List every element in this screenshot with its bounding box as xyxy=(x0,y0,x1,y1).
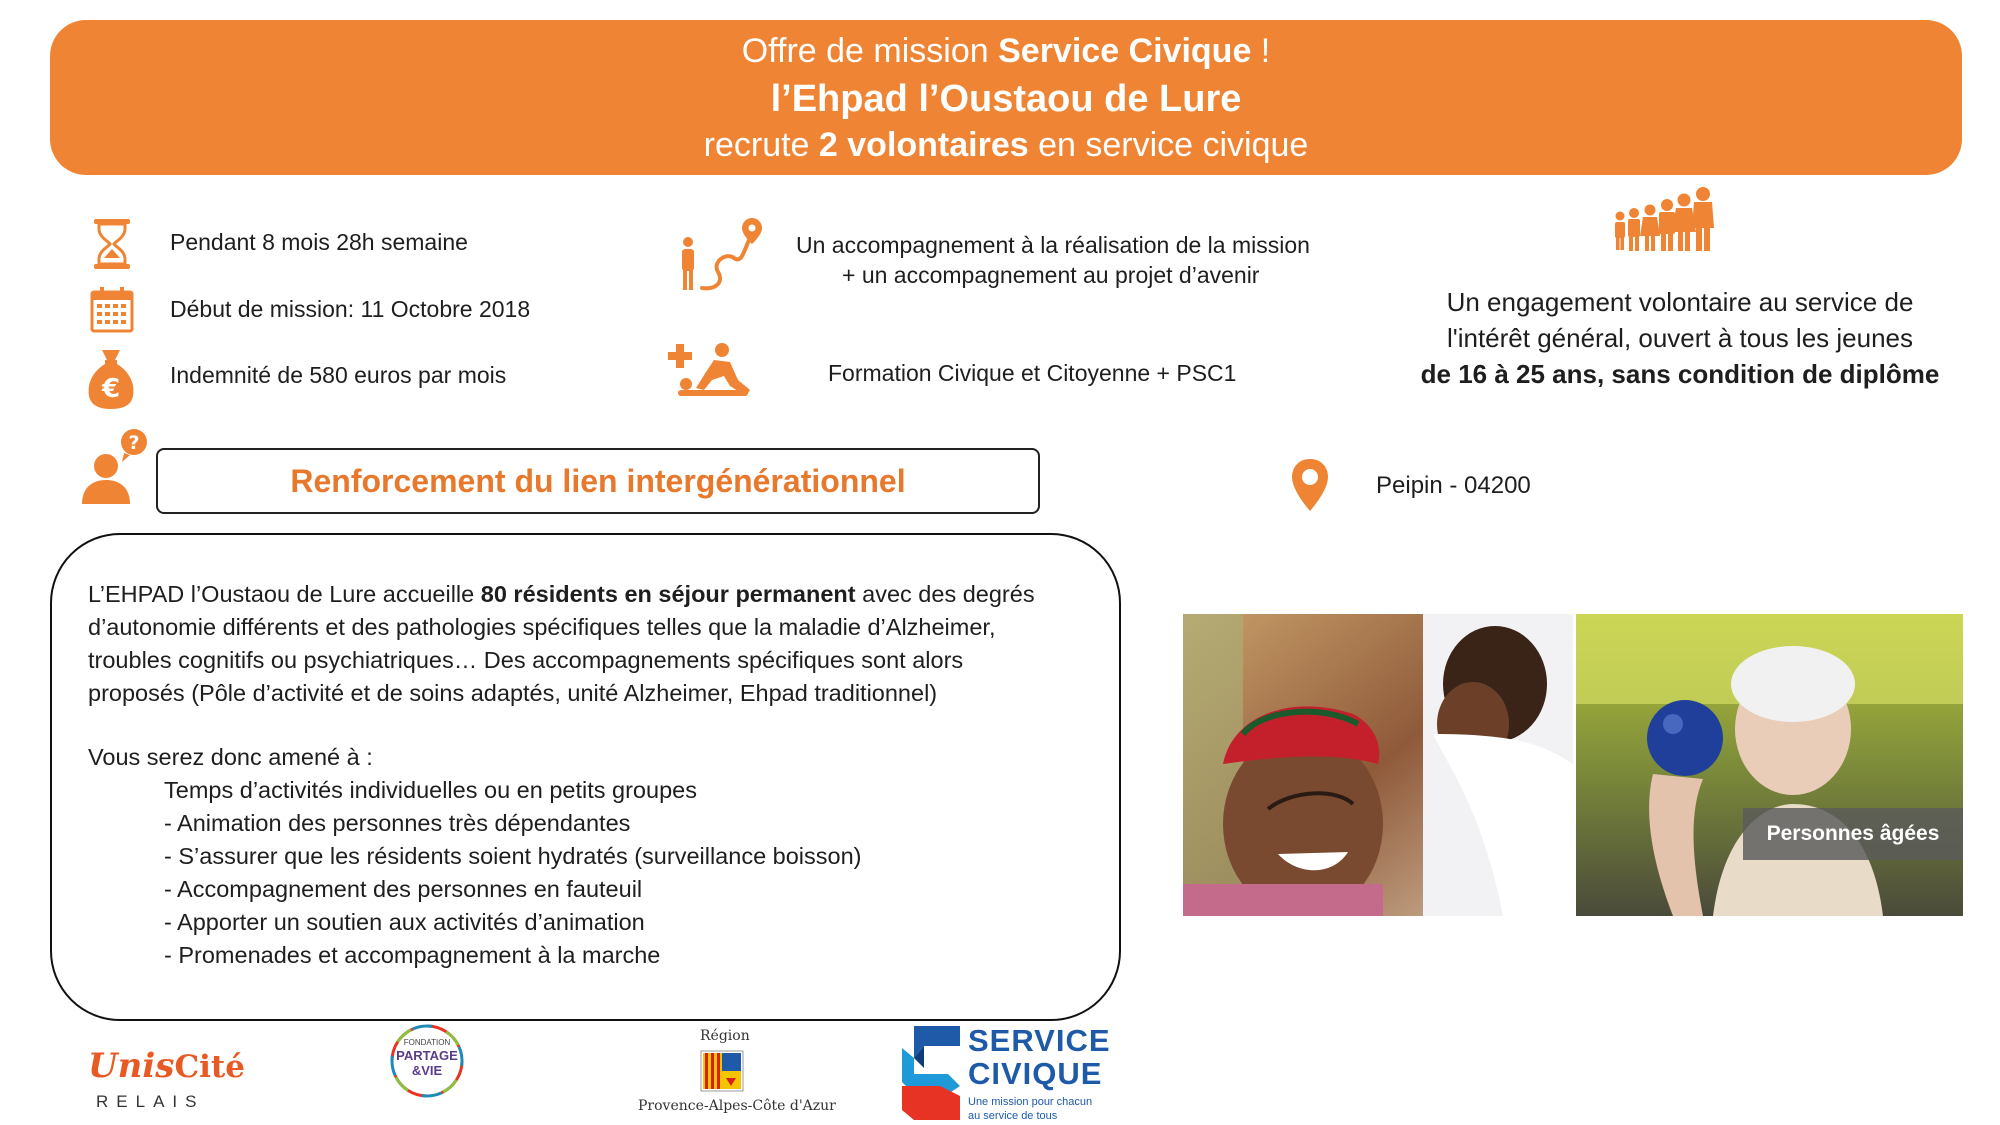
header-line3-bold: 2 volontaires xyxy=(818,126,1029,164)
path-to-goal-icon xyxy=(672,216,764,294)
uniscite-relais: RELAIS xyxy=(96,1092,205,1111)
fondation-main-2: &VIE xyxy=(411,1063,443,1078)
engagement-line-2: l'intérêt général, ouvert à tous les jeunes xyxy=(1446,323,1914,353)
svg-text:?: ? xyxy=(128,432,140,454)
first-aid-icon xyxy=(668,340,752,398)
mission-title: Renforcement du lien intergénérationnel xyxy=(156,448,1040,514)
training-text: Formation Civique et Citoyenne + PSC1 xyxy=(828,360,1237,386)
task-item: - Apporter un soutien aux activités d’animation xyxy=(164,909,645,935)
fondation-logo xyxy=(388,1022,466,1100)
desc-line-1 xyxy=(88,578,1098,611)
money-bag-icon xyxy=(86,348,136,410)
desc-intro-1: L’EHPAD l’Oustaou de Lure accueille xyxy=(88,581,481,607)
location-pin-icon xyxy=(1290,457,1330,513)
task-item: - Animation des personnes très dépendantes xyxy=(164,810,631,836)
region-bottom: Provence-Alpes-Côte d'Azur xyxy=(638,1098,836,1114)
support-line-1: Un accompagnement à la réalisation de la mission xyxy=(796,232,1310,258)
service-civique-line-1: SERVICE xyxy=(968,1023,1111,1058)
header-banner xyxy=(50,20,1962,175)
desc-intro-bold: 80 résidents en séjour permanent xyxy=(480,581,856,607)
calendar-icon xyxy=(90,287,134,333)
task-item: Temps d’activités individuelles ou en petits groupes xyxy=(164,777,697,803)
svg-text:€: € xyxy=(101,374,121,404)
region-crest-icon xyxy=(700,1050,744,1092)
start-date-text: Début de mission: 11 Octobre 2018 xyxy=(170,296,531,322)
support-line-2: + un accompagnement au projet d’avenir xyxy=(842,262,1260,288)
desc-line-4: proposés (Pôle d’activité et de soins adaptés, unité Alzheimer, Ehpad traditionnel) xyxy=(88,680,938,706)
service-civique-line-2: CIVIQUE xyxy=(968,1056,1103,1091)
header-line-3 xyxy=(50,126,1962,165)
elderly-care-photo xyxy=(1183,614,1963,916)
header-line1-bold: Service Civique xyxy=(998,32,1252,70)
engagement-line-1: Un engagement volontaire au service de xyxy=(1446,287,1914,317)
task-item: - Accompagnement des personnes en fauteuil xyxy=(164,876,643,902)
people-group-icon xyxy=(1612,186,1714,252)
region-top: Région xyxy=(700,1028,750,1044)
desc-intro-2: avec des degrés xyxy=(855,581,1035,607)
desc-line-3: troubles cognitifs ou psychiatriques… Des accompagnements spécifiques sont alors xyxy=(88,647,964,673)
service-civique-tagline-1: Une mission pour chacun xyxy=(968,1096,1093,1108)
service-civique-logo-icon xyxy=(900,1024,962,1122)
task-item: - Promenades et accompagnement à la marche xyxy=(164,942,661,968)
location-text: Peipin - 04200 xyxy=(1376,472,1531,499)
hourglass-icon xyxy=(92,218,132,270)
uniscite-logo xyxy=(88,1046,245,1086)
header-line1-prefix: Offre de mission xyxy=(741,32,999,70)
tasks-lead: Vous serez donc amené à : xyxy=(88,744,373,770)
desc-line-2: d’autonomie différents et des pathologies spécifiques telles que la maladie d’Alzheimer, xyxy=(88,614,996,640)
fondation-small: FONDATION xyxy=(403,1038,451,1047)
engagement-line-3: de 16 à 25 ans, sans condition de diplôme xyxy=(1420,359,1940,389)
header-line3-suffix: en service civique xyxy=(1028,126,1309,164)
person-question-icon xyxy=(78,428,148,504)
task-item: - S’assurer que les résidents soient hydratés (surveillance boisson) xyxy=(164,843,862,869)
allowance-text: Indemnité de 580 euros par mois xyxy=(170,362,507,388)
header-line-1 xyxy=(50,32,1962,71)
uniscite-logo-part-a: Unis xyxy=(88,1046,175,1086)
header-line1-suffix: ! xyxy=(1251,32,1271,70)
photo-caption: Personnes âgées xyxy=(1743,808,1963,860)
uniscite-logo-part-b: Cité xyxy=(174,1049,245,1085)
engagement-text xyxy=(1400,284,1960,392)
fondation-main-1: PARTAGE xyxy=(396,1048,458,1063)
header-line3-prefix: recrute xyxy=(703,126,819,164)
duration-text: Pendant 8 mois 28h semaine xyxy=(170,229,468,255)
mission-description xyxy=(88,578,1098,972)
header-line-2: l’Ehpad l’Oustaou de Lure xyxy=(770,78,1242,120)
service-civique-tagline-2: au service de tous xyxy=(968,1110,1058,1122)
